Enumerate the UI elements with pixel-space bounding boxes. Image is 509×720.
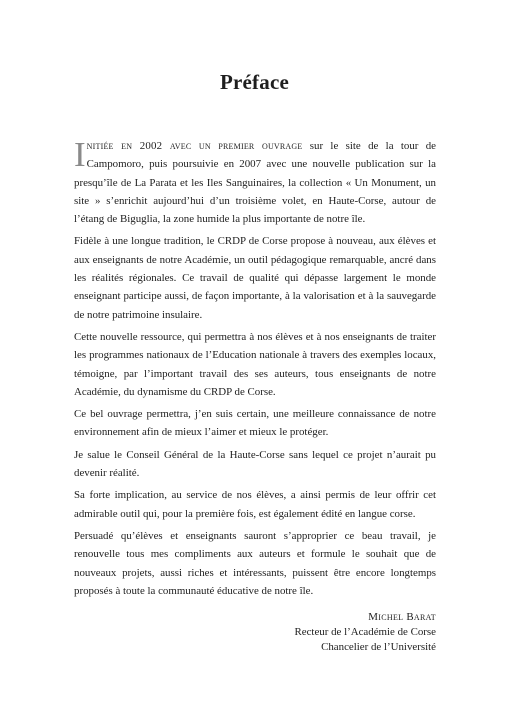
signature-name: Michel Barat bbox=[368, 611, 436, 623]
page-title: Préface bbox=[219, 70, 289, 94]
lead-paragraph bbox=[74, 137, 436, 228]
lead-text: sur le site de la tour de Campomoro, puis poursuivie en 2007 avec une nouvelle publication sur la presqu’île de La Parata et les Iles Sanguinaires, la collection « Un Monument, un site » s’enrichit aujourd’hui d’un troisième volet, en Haute-Corse, autour de l’étang de Biguglia, la zone humide la plus importante de notre île. bbox=[74, 140, 436, 226]
preface-body bbox=[74, 137, 436, 604]
signature-block bbox=[294, 610, 436, 656]
signature-role: Recteur de l’Académie de Corse bbox=[294, 626, 436, 639]
drop-cap: I bbox=[74, 135, 86, 174]
paragraph: Je salue le Conseil Général de la Haute-Corse sans lequel ce projet n’aurait pu devenir réalité. bbox=[74, 448, 436, 480]
signature-role: Chancelier de l’Université bbox=[321, 641, 436, 654]
lead-smallcaps: nitiée en 2002 avec un premier ouvrage bbox=[86, 140, 303, 152]
paragraph: Fidèle à une longue tradition, le CRDP de Corse propose à nouveau, aux élèves et aux enseignants de notre Académie, un outil pédagogique remarquable, ancré dans les réalités régionales. Ce travail de qualité qui dépasse largement le monde enseignant participe aussi, de façon importante, à la valorisation et à la sauvegarde de notre patrimoine insulaire. bbox=[74, 235, 436, 321]
paragraph: Sa forte implication, au service de nos élèves, a ainsi permis de leur offrir cet admirable outil qui, pour la première fois, est également édité en langue corse. bbox=[74, 489, 436, 520]
paragraph: Persuadé qu’élèves et enseignants sauront s’approprier ce beau travail, je renouvelle tous mes compliments aux auteurs et formule le souhait que de nouveaux projets, aussi riches et intéressants, puissent être encore longtemps proposés à toute la communauté éducative de notre île. bbox=[74, 529, 436, 597]
paragraph: Ce bel ouvrage permettra, j’en suis certain, une meilleure connaissance de notre environnement afin de mieux l’aimer et mieux le protéger. bbox=[74, 408, 436, 439]
paragraph: Cette nouvelle ressource, qui permettra à nos élèves et à nos enseignants de traiter les programmes nationaux de l’Education nationale à travers des exemples locaux, témoigne, par l’important travail des ses auteurs, tous enseignants de notre Académie, du dynamisme du CRDP de Corse. bbox=[74, 330, 436, 398]
